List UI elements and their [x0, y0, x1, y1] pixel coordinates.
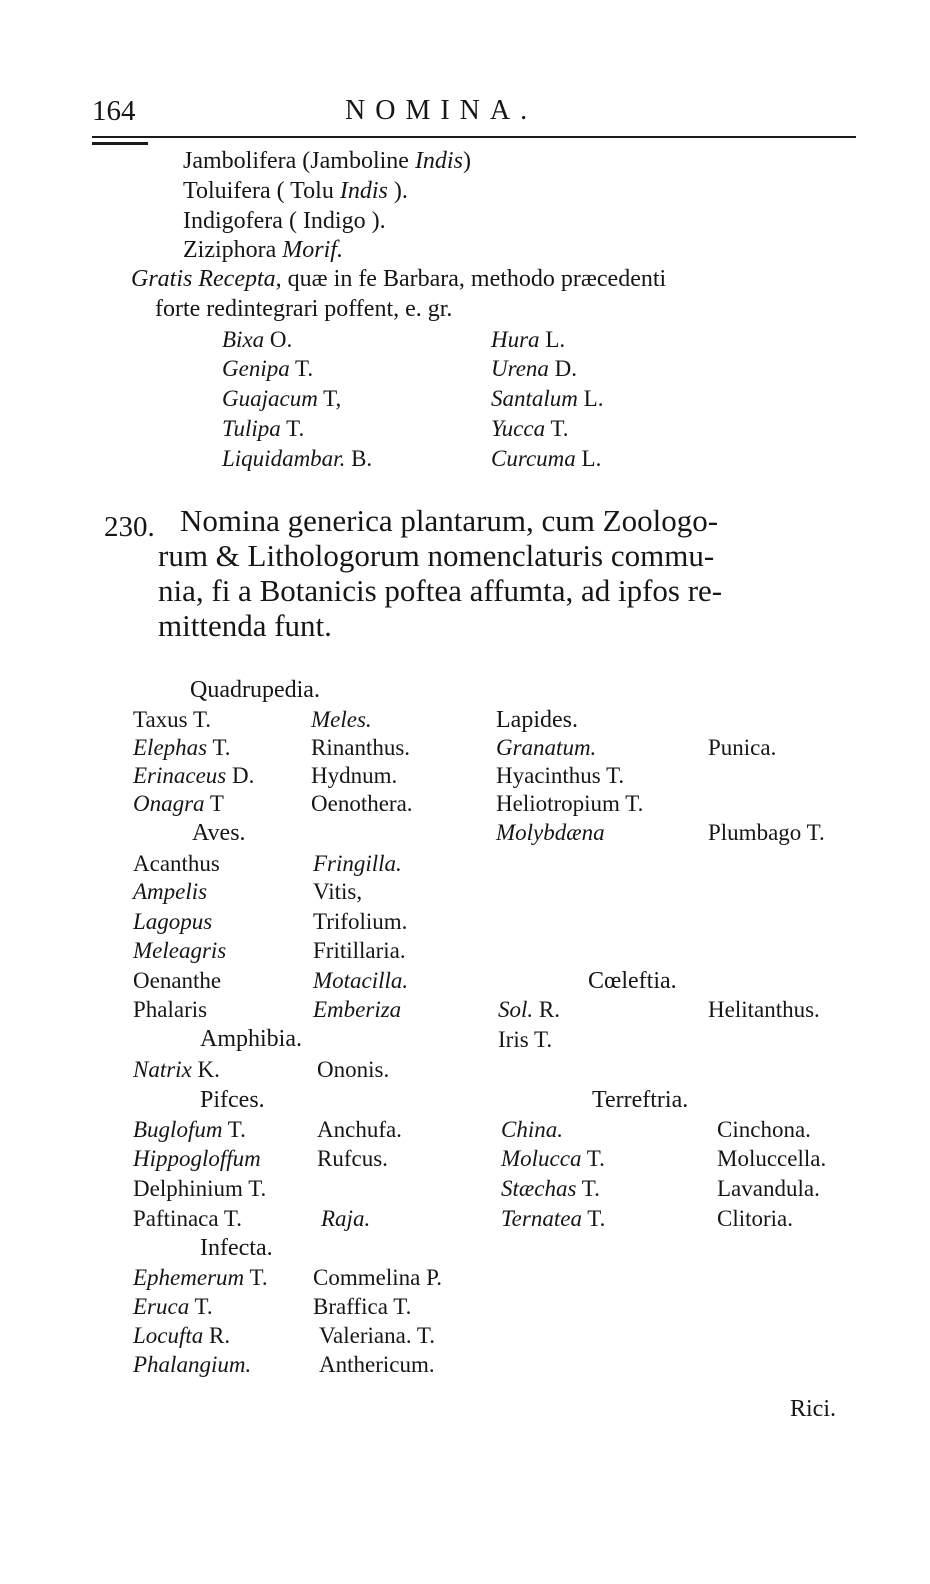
top-list-item: Jambolifera (Jamboline Indis): [183, 148, 471, 174]
heading-pisces: Pifces.: [200, 1087, 265, 1113]
list-item: China.: [501, 1117, 563, 1142]
page-number: 164: [92, 95, 136, 127]
top-list-item: Ziziphora Morif.: [183, 237, 343, 263]
list-item: Molybdæna: [496, 820, 605, 845]
pair-left: Bixa O.: [222, 327, 293, 352]
pair-right: Yucca T.: [491, 416, 569, 441]
list-item: Rinanthus.: [311, 735, 411, 760]
pair-right: Santalum L.: [491, 386, 604, 411]
list-item: Meleagris: [133, 938, 227, 963]
list-item: Paftinaca T.: [133, 1206, 242, 1231]
list-item: Meles.: [311, 707, 372, 732]
gratis-line-2: forte redintegrari poffent, e. gr.: [155, 296, 453, 322]
list-item: Onagra T: [133, 791, 224, 816]
list-item: Moluccella.: [717, 1146, 827, 1171]
heading-coelestia: Cœleftia.: [588, 968, 677, 994]
list-item: Fritillaria.: [313, 938, 406, 963]
list-item: Helitanthus.: [708, 997, 820, 1022]
list-item: Valeriana. T.: [319, 1323, 436, 1348]
catchword: Rici.: [790, 1396, 836, 1422]
pair-right: Hura L.: [491, 327, 566, 352]
pair-left: Tulipa T.: [222, 416, 305, 441]
section-text-line: Nomina generica plantarum, cum Zoologo-: [180, 503, 719, 538]
list-item: Trifolium.: [313, 909, 408, 934]
list-item: Cinchona.: [717, 1117, 811, 1142]
list-item: Phalaris: [133, 997, 208, 1022]
list-item: Erinaceus D.: [133, 763, 255, 788]
list-item: Plumbago T.: [708, 820, 825, 845]
pair-left: Genipa T.: [222, 356, 314, 381]
list-item: Phalangium.: [133, 1352, 252, 1377]
list-item: Elephas T.: [133, 735, 231, 760]
list-item: Anchufa.: [317, 1117, 402, 1142]
pair-left: Guajacum T,: [222, 386, 342, 411]
heading-amphibia: Amphibia.: [200, 1026, 302, 1052]
list-item: Braffica T.: [313, 1294, 412, 1319]
list-item: Fringilla.: [313, 851, 402, 876]
heading-lapides: Lapides.: [496, 707, 578, 733]
list-item: Buglofum T.: [133, 1117, 246, 1142]
list-item: Eruca T.: [133, 1294, 213, 1319]
list-item: Motacilla.: [313, 968, 409, 993]
pair-right: Urena D.: [491, 356, 578, 381]
heading-terrestria: Terreftria.: [592, 1087, 689, 1113]
list-item: Granatum.: [496, 735, 597, 760]
list-item: Molucca T.: [501, 1146, 605, 1171]
header-rule: [92, 136, 856, 138]
list-item: Commelina P.: [313, 1265, 443, 1290]
list-item: Delphinium T.: [133, 1176, 267, 1201]
list-item: Locufta R.: [133, 1323, 231, 1348]
list-item: Hippogloffum: [133, 1146, 261, 1171]
list-item: Lagopus: [133, 909, 213, 934]
list-item: Punica.: [708, 735, 777, 760]
gratis-line-1: Gratis Recepta, quæ in fe Barbara, methodo præcedenti: [131, 266, 667, 292]
top-list-item: Indigofera ( Indigo ).: [183, 208, 386, 234]
section-text-line: mittenda funt.: [158, 608, 332, 643]
list-item: Oenanthe: [133, 968, 222, 993]
list-item: Vitis,: [313, 879, 363, 904]
list-item: Lavandula.: [717, 1176, 820, 1201]
list-item: Hyacinthus T.: [496, 763, 625, 788]
pair-left: Liquidambar. B.: [222, 446, 373, 471]
page-number-underline: [92, 142, 148, 145]
list-item: Raja.: [321, 1206, 371, 1231]
top-list-item: Toluifera ( Tolu Indis ).: [183, 178, 408, 204]
list-item: Acanthus: [133, 851, 220, 876]
heading-aves: Aves.: [192, 820, 246, 846]
list-item: Ephemerum T.: [133, 1265, 268, 1290]
list-item: Hydnum.: [311, 763, 398, 788]
section-text-line: rum & Lithologorum nomenclaturis commu-: [158, 538, 715, 573]
list-item: Ampelis: [133, 879, 208, 904]
section-text-line: nia, fi a Botanicis poftea affumta, ad ipfos re-: [158, 573, 723, 608]
running-title: NOMINA.: [345, 95, 538, 126]
list-item: Ononis.: [317, 1057, 390, 1082]
pair-right: Curcuma L.: [491, 446, 602, 471]
list-item: Rufcus.: [317, 1146, 388, 1171]
list-item: Iris T.: [498, 1027, 553, 1052]
heading-quadrupedia: Quadrupedia.: [190, 677, 320, 703]
list-item: Ternatea T.: [501, 1206, 606, 1231]
list-item: Sol. R.: [498, 997, 560, 1022]
list-item: Clitoria.: [717, 1206, 794, 1231]
list-item: Oenothera.: [311, 791, 413, 816]
list-item: Emberiza: [313, 997, 402, 1022]
list-item: Anthericum.: [319, 1352, 435, 1377]
list-item: Stæchas T.: [501, 1176, 600, 1201]
list-item: Natrix K.: [133, 1057, 220, 1082]
list-item: Heliotropium T.: [496, 791, 644, 816]
heading-insecta: Infecta.: [200, 1235, 273, 1261]
list-item: Taxus T.: [133, 707, 212, 732]
section-number: 230.: [104, 511, 155, 543]
